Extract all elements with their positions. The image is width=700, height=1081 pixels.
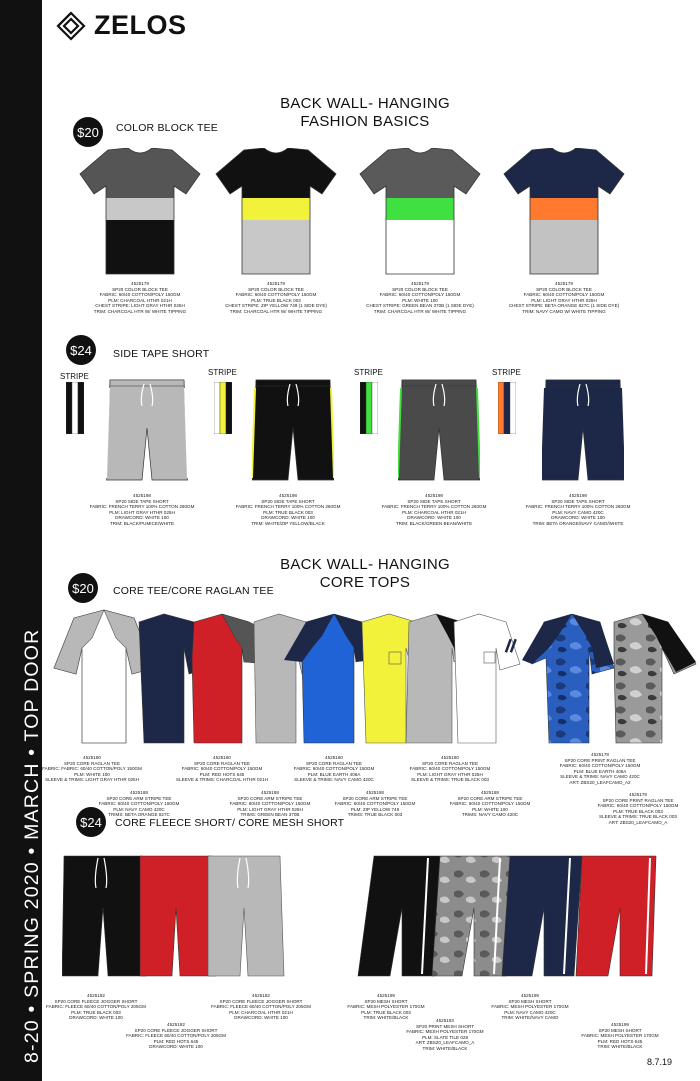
spec-line: DRAWCORD: WHITE 100	[115, 515, 169, 521]
spec-line: PLM: RED HOTS 645	[597, 1038, 643, 1044]
price-badge: $20	[73, 117, 103, 147]
color-block-tee-4	[502, 148, 626, 276]
stripe-swatch	[214, 382, 232, 434]
stripe-swatch	[66, 382, 84, 434]
section-title-line1: BACK WALL- HANGING	[280, 95, 450, 112]
spec-line: TRIMS: BETA ORANGE 827C	[108, 812, 170, 818]
spec-line: FABRIC: FLEECE 60/40 COTTON/POLY 205GM	[211, 1004, 311, 1010]
section-title-line2: CORE TOPS	[319, 574, 411, 591]
product-spec	[46, 993, 146, 1021]
spec-line: FABRIC: MESH POLYESTER 170GM	[491, 1004, 569, 1010]
spec-line: SP20 CORE ARM STRIPE TEE	[342, 795, 408, 801]
spec-line: 4525180	[213, 755, 231, 760]
fleece-jogger-short-red	[140, 856, 216, 976]
spec-line: FABRIC: 60/40 COTTON/POLY 150GM	[334, 801, 416, 807]
section-title-core-tops	[250, 556, 480, 592]
core-tops-illustration	[44, 608, 700, 748]
spec-line: SLEEVE & TRIMS: TRUE BLACK 003	[411, 777, 489, 783]
raglan-tee-white-gray	[54, 610, 154, 743]
spec-line: TRIMS: TRUE BLACK 003	[347, 812, 403, 818]
spec-line: DRAWCORD: WHITE 100	[234, 1015, 288, 1021]
spec-line: SP20 COLOR BLOCK TEE	[248, 286, 304, 292]
spec-line: TRIM: BETA ORANGE/NAVY CAMO/WHITE	[532, 520, 624, 526]
mesh-short-navy	[502, 856, 582, 976]
spec-line: 4525182	[167, 1022, 185, 1027]
spec-line: CHEST STRIPE: BETA ORANGE 827C (1 SIDE DYE)	[508, 303, 620, 309]
spec-line: FABRIC: FRENCH TERRY 100% COTTON 260GM	[525, 504, 631, 510]
product-spec	[176, 755, 268, 783]
spec-line: SP20 SIDE TAPE SHORT	[261, 498, 315, 504]
price-badge: $24	[66, 335, 96, 365]
spec-line: TRIM: BLACK/GREEN BEAN/WHITE	[395, 520, 473, 526]
spec-line: SP20 CORE ARM STRIPE TEE	[237, 795, 303, 801]
brand-logo	[56, 10, 187, 41]
spec-line: 4525180	[325, 755, 343, 760]
spec-line: FABRIC: 60/40 COTTON/POLY 150GM	[409, 766, 491, 772]
spec-line: 4525198	[569, 493, 587, 498]
spec-line: SP20 PRINT MESH SHORT	[415, 1023, 475, 1029]
spec-line: FABRIC: FLEECE 60/40 COTTON/POLY 205GM	[46, 1004, 146, 1010]
spec-line: SP20 CORE RAGLAN TEE	[193, 760, 251, 766]
color-block-tee-3	[358, 148, 482, 276]
product-spec	[560, 752, 641, 786]
product-spec	[450, 790, 531, 818]
spec-line: 4525198	[133, 493, 151, 498]
spec-line: PLM: CHARCOAL HTHR 021H	[229, 1009, 293, 1015]
spec-line: PLM: RED HOTS 645	[199, 771, 245, 777]
spec-line: 4525179	[555, 281, 573, 286]
spec-line: FABRIC: 60/40 COTTON/POLY 150GM	[559, 763, 641, 769]
spec-line: PLM: NAVY CAMO 420C	[552, 509, 604, 515]
spec-line: CHEST STRIPE: LIGHT GRAY HTHR 025H	[95, 303, 185, 309]
spec-line: TRIM: NAVY CAMO W/ WHITE TIPPING	[522, 308, 606, 314]
spec-line: SP20 MESH SHORT	[508, 998, 552, 1004]
spec-line: FABRIC: 60/40 COTTON/POLY 150GM	[293, 766, 375, 772]
product-spec	[335, 790, 416, 818]
section-title-line2: FASHION BASICS	[300, 113, 430, 130]
spec-line: PLM: TRUE BLACK 003	[263, 509, 313, 515]
spec-line: ART: ZBS20_LEAFCAMO_A	[415, 1040, 475, 1046]
spec-line: SP20 SIDE TAPE SHORT	[551, 498, 605, 504]
category-label: CORE TEE/CORE RAGLAN TEE	[113, 585, 274, 597]
category-label: COLOR BLOCK TEE	[116, 122, 219, 134]
stripe-label: STRIPE	[354, 368, 383, 377]
mesh-short-red	[576, 856, 656, 976]
spec-line: FABRIC: 60/40 COTTON/POLY 150GM	[449, 801, 531, 807]
product-spec	[99, 790, 180, 818]
sidebar-season-text: 8-20 • SPRING 2020 • MARCH • TOP DOOR	[21, 628, 43, 1063]
spec-line: SLEEVE & TRIMS: LIGHT GRAY HTHR 025H	[45, 777, 139, 783]
spec-line: FABRIC: 60/40 COTTON/POLY 150GM	[523, 292, 605, 298]
product-spec	[126, 1022, 226, 1050]
spec-line: PLM: LIGHT GRAY HTHR 025H	[237, 806, 303, 812]
category-label: CORE FLEECE SHORT/ CORE MESH SHORT	[115, 817, 345, 829]
product-spec	[230, 790, 311, 818]
product-spec	[94, 281, 186, 315]
product-spec	[366, 281, 474, 315]
spec-line: SP20 CORE RAGLAN TEE	[305, 760, 363, 766]
product-spec	[509, 281, 619, 315]
fleece-jogger-short-black	[62, 856, 146, 976]
spec-line: TRIM: WHITE/BLACK	[363, 1015, 409, 1021]
spec-line: ART: ZBS20_LEAFCAMO_A	[608, 819, 668, 825]
spec-line: SP20 SIDE TAPE SHORT	[115, 498, 169, 504]
product-spec	[382, 493, 487, 527]
spec-line: 4525188	[130, 790, 148, 795]
spec-line: SP20 MESH SHORT	[598, 1027, 642, 1033]
product-spec	[581, 1022, 658, 1050]
spec-line: SLEEVE & TRIMS: CHARCOAL HTHR 021H	[176, 777, 268, 783]
spec-line: 4525199	[377, 993, 395, 998]
spec-line: TRIM: BLACK/PUMICE/WHITE	[109, 520, 175, 526]
spec-line: 4525198	[279, 493, 297, 498]
spec-line: PLM: LIGHT GRAY HTHR 025H	[109, 509, 175, 515]
brand-mark-icon	[56, 11, 86, 41]
spec-line: FABRIC: MESH POLYESTER 170GM	[347, 1004, 425, 1010]
spec-line: FABRIC: 60/40 COTTON/POLY 150GM	[229, 801, 311, 807]
spec-line: FABRIC: 60/40 COTTON/POLY 150GM	[235, 292, 317, 298]
price-badge: $24	[76, 807, 106, 837]
spec-line: 4525198	[425, 493, 443, 498]
mesh-short-black	[358, 856, 440, 976]
spec-line: SP20 MESH SHORT	[364, 998, 408, 1004]
spec-line: PLM: CHARCOAL HTHR 021H	[108, 297, 172, 303]
product-spec	[90, 493, 195, 527]
product-spec	[211, 993, 311, 1021]
spec-line: TRIM: WHITE/NAVY CAMO	[501, 1015, 559, 1021]
spec-line: PLM: BLUE EARTH 406A	[573, 768, 627, 774]
spec-line: SP20 CORE FLEECE JOGGER SHORT	[219, 998, 303, 1004]
stripe-label: STRIPE	[208, 368, 237, 377]
color-block-tee-1	[78, 148, 202, 276]
arm-stripe-tee-white	[454, 614, 520, 743]
spec-line: 4525179	[267, 281, 285, 286]
spec-line: 4525180	[83, 755, 101, 760]
spec-line: SP20 CORE RAGLAN TEE	[63, 760, 121, 766]
revision-date: 8.7.19	[646, 1057, 672, 1067]
spec-line: FABRIC: MESH POLYESTER 170GM	[581, 1033, 659, 1039]
spec-line: SP20 SIDE TAPE SHORT	[407, 498, 461, 504]
spec-line: FABRIC: FRENCH TERRY 100% COTTON 260GM	[235, 504, 341, 510]
spec-line: 4525178	[629, 792, 647, 797]
spec-line: TRIM: CHARCOAL HTR W/ WHITE TIPPING	[229, 308, 323, 314]
spec-line: 4525199	[521, 993, 539, 998]
spec-line: FABRIC: 60/40 COTTON/POLY 150GM	[98, 801, 180, 807]
spec-line: ART: ZBS20_LEAFCAMO_A2	[569, 779, 631, 785]
spec-line: 4525183	[436, 1018, 454, 1023]
spec-line: FABRIC: FLEECE 60/40 COTTON/POLY 205GM	[126, 1033, 226, 1039]
product-spec	[406, 1018, 483, 1052]
product-spec	[347, 993, 424, 1021]
section-title-fashion-basics	[250, 95, 480, 131]
sidebar-banner	[0, 0, 42, 1081]
spec-line: 4525188	[481, 790, 499, 795]
side-tape-short-1	[106, 378, 188, 482]
spec-line: 4525188	[366, 790, 384, 795]
spec-line: TRIM: WHITE/BLACK	[597, 1044, 643, 1050]
spec-line: FABRIC: FRENCH TERRY 100% COTTON 260GM	[381, 504, 487, 510]
spec-line: CHEST STRIPE: ZIP YELLOW 749 (1 SIDE DYE)	[225, 303, 327, 309]
product-spec	[42, 755, 142, 783]
spec-line: DRAWCORD: WHITE 100	[407, 515, 461, 521]
spec-line: PLM: ZIP YELLOW 749	[350, 806, 400, 812]
spec-line: PLM: WHITE 100	[472, 806, 508, 812]
spec-line: PLM: CHARCOAL HTHR 021H	[402, 509, 466, 515]
spec-line: 4525180	[441, 755, 459, 760]
side-tape-short-4	[542, 378, 624, 482]
spec-line: TRIM: WHITE/ZIP YELLOW/BLACK	[251, 520, 325, 526]
spec-line: PLM: WHITE 100	[74, 771, 110, 777]
spec-line: 4525178	[591, 752, 609, 757]
spec-line: SP20 CORE ARM STRIPE TEE	[106, 795, 172, 801]
spec-line: SP20 COLOR BLOCK TEE	[112, 286, 168, 292]
spec-line: PLM: RED HOTS 645	[153, 1038, 199, 1044]
spec-line: TRIMS: GREEN BEAN 370B	[240, 812, 300, 818]
stripe-label: STRIPE	[492, 368, 521, 377]
spec-line: TRIM: CHARCOAL HTR W/ WHITE TIPPING	[93, 308, 187, 314]
spec-line: 4525182	[87, 993, 105, 998]
spec-line: SP20 CORE ARM STRIPE TEE	[457, 795, 523, 801]
spec-line: PLM: LIGHT GRAY HTHR 025H	[417, 771, 483, 777]
spec-line: 4525182	[252, 993, 270, 998]
spec-line: CHEST STRIPE: GREEN BEAN 370B (1 SIDE DYE)	[366, 303, 474, 309]
print-raglan-tee-blue-camo	[522, 614, 614, 743]
product-spec	[294, 755, 375, 783]
side-tape-short-2	[252, 378, 334, 482]
spec-line: SP20 CORE PRINT RAGLAN TEE	[602, 797, 674, 803]
product-spec	[236, 493, 341, 527]
spec-line: SP20 CORE PRINT RAGLAN TEE	[564, 757, 636, 763]
print-mesh-short-camo	[432, 856, 510, 976]
spec-line: TRIM: WHITE/BLACK	[422, 1045, 468, 1051]
core-shorts-illustration	[62, 848, 700, 983]
brand-name: ZELOS	[94, 10, 187, 40]
spec-line: SP20 CORE FLEECE JOGGER SHORT	[134, 1027, 218, 1033]
section-title-line1: BACK WALL- HANGING	[280, 556, 450, 573]
spec-line: SLEEVE & TRIMS: NAVY CAMO 420C	[560, 774, 640, 780]
spec-line: PLM: BLUE EARTH 406A	[307, 771, 361, 777]
spec-line: DRAWCORD: WHITE 100	[551, 515, 605, 521]
spec-line: DRAWCORD: WHITE 100	[261, 515, 315, 521]
spec-line: 4525188	[261, 790, 279, 795]
product-spec	[526, 493, 631, 527]
spec-line: FABRIC: MESH POLYESTER 170GM	[406, 1029, 484, 1035]
spec-line: SLEEVE & TRIMS: TRUE BLACK 003	[599, 814, 677, 820]
side-tape-short-3	[398, 378, 480, 482]
spec-line: PLM: SLATE TILE 028	[421, 1034, 469, 1040]
product-spec	[410, 755, 491, 783]
spec-line: FABRIC: 60/40 COTTON/POLY 150GM	[181, 766, 263, 772]
spec-line: FABRIC: FRENCH TERRY 100% COTTON 260GM	[89, 504, 195, 510]
spec-line: PLM: TRUE BLACK 003	[251, 297, 301, 303]
spec-line: FABRIC: 60/40 COTTON/POLY 150GM	[597, 803, 679, 809]
stripe-label: STRIPE	[60, 372, 89, 381]
stripe-swatch	[498, 382, 516, 434]
color-block-tee-2	[214, 148, 338, 276]
spec-line: SP20 CORE FLEECE JOGGER SHORT	[54, 998, 138, 1004]
spec-line: PLM: LIGHT GRAY HTHR 025H	[531, 297, 597, 303]
spec-line: TRIM: CHARCOAL HTR W/ WHITE TIPPING	[373, 308, 467, 314]
print-raglan-tee-gray-camo	[614, 614, 696, 743]
spec-line: TRIMS: NAVY CAMO 420C	[461, 812, 519, 818]
spec-line: 4525199	[611, 1022, 629, 1027]
spec-line: SP20 CORE RAGLAN TEE	[421, 760, 479, 766]
product-spec	[225, 281, 327, 315]
spec-line: PLM: NAVY CAMO 420C	[113, 806, 165, 812]
spec-line: PLM: WHITE 100	[402, 297, 438, 303]
spec-line: 4525179	[131, 281, 149, 286]
stripe-swatch	[360, 382, 378, 434]
spec-line: FABRIC: 60/40 COTTON/POLY 150GM	[379, 292, 461, 298]
spec-line: SLEEVE & TRIMS: NAVY CAMO 420C	[294, 777, 374, 783]
spec-line: PLM: TRUE BLACK 003	[613, 808, 663, 814]
price-badge: $20	[68, 573, 98, 603]
product-spec	[491, 993, 568, 1021]
spec-line: DRAWCORD: WHITE 100	[149, 1044, 203, 1050]
product-spec	[598, 792, 679, 826]
spec-line: SP20 COLOR BLOCK TEE	[536, 286, 592, 292]
spec-line: FABRIC: FABRIC: 60/40 COTTON/POLY 150GM	[42, 766, 142, 772]
category-label: SIDE TAPE SHORT	[113, 348, 210, 360]
spec-line: SP20 COLOR BLOCK TEE	[392, 286, 448, 292]
spec-line: FABRIC: 60/40 COTTON/POLY 150GM	[99, 292, 181, 298]
spec-line: PLM: TRUE BLACK 003	[71, 1009, 121, 1015]
spec-line: DRAWCORD: WHITE 100	[69, 1015, 123, 1021]
spec-line: 4525179	[411, 281, 429, 286]
spec-line: PLM: TRUE BLACK 003	[361, 1009, 411, 1015]
spec-line: PLM: NAVY CAMO 420C	[504, 1009, 556, 1015]
fleece-jogger-short-gray	[208, 856, 284, 976]
